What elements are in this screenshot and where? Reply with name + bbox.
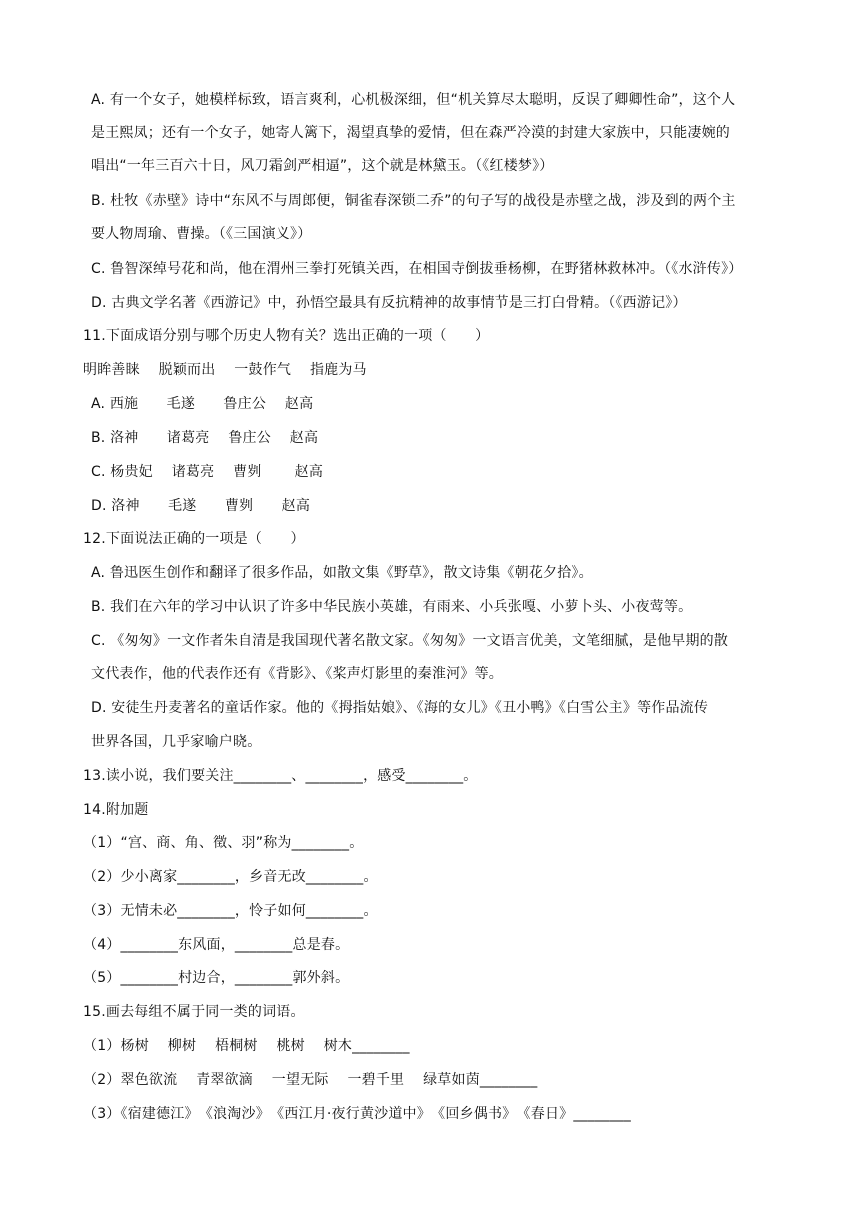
q11-stem: 11.下面成语分别与哪个历史人物有关？选出正确的一项（ ） bbox=[83, 328, 490, 344]
q14-item-5: （5）________村边合，________郭外斜。 bbox=[83, 970, 350, 986]
q11-option-a: A. 西施 毛遂 鲁庄公 赵高 bbox=[91, 396, 314, 412]
q15-item-1: （1）杨树 柳树 梧桐树 桃树 树木________ bbox=[83, 1038, 410, 1054]
q10-option-a-line2: 是王熙凤；还有一个女子，她寄人篱下，渴望真挚的爱情，但在森严冷漠的封建大家族中，只能凄婉的 bbox=[91, 125, 730, 141]
q14-item-3: （3）无情未必________，怜子如何________。 bbox=[83, 903, 378, 919]
q10-option-b-line1: B. 杜牧《赤壁》诗中“东风不与周郎便，铜雀春深锁二乔”的句子写的战役是赤壁之战，涉及到的两个主 bbox=[91, 193, 736, 209]
q11-option-d: D. 洛神 毛遂 曹刿 赵高 bbox=[91, 498, 311, 514]
q11-option-c: C. 杨贵妃 诸葛亮 曹刿 赵高 bbox=[91, 464, 324, 480]
q12-option-d-line2: 世界各国，几乎家喻户晓。 bbox=[91, 734, 262, 750]
q14-stem: 14.附加题 bbox=[83, 802, 149, 818]
q12-option-c-line2: 文代表作，他的代表作还有《背影》、《桨声灯影里的秦淮河》等。 bbox=[91, 666, 503, 682]
q10-option-d-line1: D. 古典文学名著《西游记》中，孙悟空最具有反抗精神的故事情节是三打白骨精。（《西游记》） bbox=[91, 295, 687, 311]
q10-option-a-line1: A. 有一个女子，她模样标致，语言爽利，心机极深细，但“机关算尽太聪明，反误了卿卿性命”，这个人 bbox=[91, 92, 736, 108]
q12-option-d-line1: D. 安徒生丹麦著名的童话作家。他的《拇指姑娘》、《海的女儿》《丑小鸭》《白雪公主》等作品流传 bbox=[91, 700, 709, 716]
q15-item-2: （2）翠色欲流 青翠欲滴 一望无际 一碧千里 绿草如茵________ bbox=[83, 1072, 538, 1088]
q10-option-c-line1: C. 鲁智深绰号花和尚，他在渭州三拳打死镇关西，在相国寺倒拔垂杨柳，在野猪林救林冲。（《水浒传》） bbox=[91, 261, 743, 277]
q11-option-b: B. 洛神 诸葛亮 鲁庄公 赵高 bbox=[91, 430, 319, 446]
q14-item-2: （2）少小离家________，乡音无改________。 bbox=[83, 869, 378, 885]
q13-text: 13.读小说，我们要关注________、________，感受________。 bbox=[83, 768, 478, 784]
q14-item-4: （4）________东风面，________总是春。 bbox=[83, 937, 350, 953]
q11-idioms: 明眸善睐 脱颖而出 一鼓作气 指鹿为马 bbox=[83, 362, 367, 378]
q15-stem: 15.画去每组不属于同一类的词语。 bbox=[83, 1004, 305, 1020]
q12-option-b: B. 我们在六年的学习中认识了许多中华民族小英雄，有雨来、小兵张嘎、小萝卜头、小夜莺等。 bbox=[91, 599, 693, 615]
q15-item-3: （3）《宿建德江》 《浪淘沙》 《西江月·夜行黄沙道中》 《回乡偶书》 《春日》________ bbox=[83, 1106, 631, 1122]
q12-option-a: A. 鲁迅医生创作和翻译了很多作品，如散文集《野草》，散文诗集《朝花夕拾》。 bbox=[91, 565, 593, 581]
q10-option-b-line2: 要人物周瑜、曹操。（《三国演义》） bbox=[91, 226, 312, 242]
q12-option-c-line1: C. 《匆匆》一文作者朱自清是我国现代著名散文家。《匆匆》一文语言优美，文笔细腻，是他早期的散 bbox=[91, 633, 729, 649]
q12-stem: 12.下面说法正确的一项是（ ） bbox=[83, 531, 305, 547]
q14-item-1: （1）“宫、商、角、徵、羽”称为________。 bbox=[83, 835, 364, 851]
q10-option-a-line3: 唱出“一年三百六十日，风刀霜剑严相逼”，这个就是林黛玉。（《红楼梦》） bbox=[91, 158, 554, 174]
